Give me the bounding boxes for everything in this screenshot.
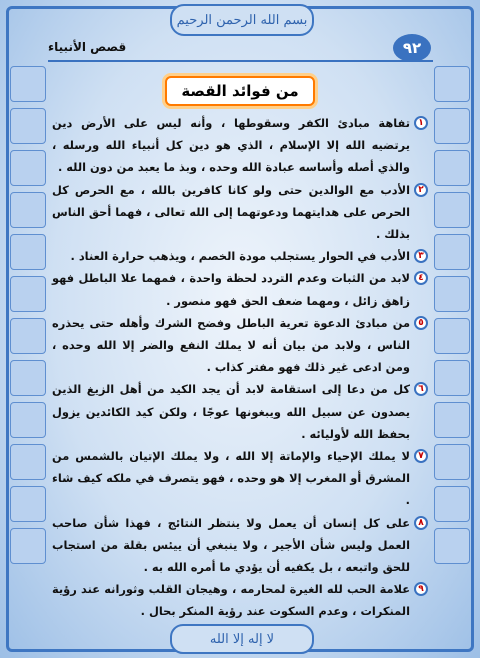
page-header xyxy=(48,40,433,60)
content-list xyxy=(52,112,428,623)
item-text: الأدب في الحوار يستجلب مودة الخصم ، ويذهب حرارة العناد . xyxy=(70,249,410,264)
page-number: ٩٢ xyxy=(393,34,431,62)
item-number-badge: ٩ xyxy=(414,582,428,596)
ornament-tile xyxy=(10,192,46,228)
ornament-tile xyxy=(434,444,470,480)
ornament-tile xyxy=(434,318,470,354)
item-text: تفاهة مبادئ الكفر وسقوطها ، وأنه ليس على الأرض دين يرتضيه الله إلا الإسلام ، الذي هو دين كل أنبياء الله ورسله ، والذي أصله وأساسه عبادة الله وحده ، وبذ ما يعبد من دون الله . xyxy=(52,116,410,175)
bottom-banner-text: لا إله إلا الله xyxy=(209,631,275,647)
section-title: من فوائد القصة xyxy=(181,82,299,100)
item-number-badge: ٨ xyxy=(414,516,428,530)
ornament-tile xyxy=(10,360,46,396)
ornament-tile xyxy=(434,192,470,228)
item-number-badge: ٤ xyxy=(414,271,428,285)
ornament-tile xyxy=(10,486,46,522)
right-ornament-column xyxy=(432,60,472,620)
ornament-tile xyxy=(10,444,46,480)
item-text: لا يملك الإحياء والإماتة إلا الله ، ولا يملك الإتيان بالشمس من المشرق أو المغرب إلا هو وحده ، فهو يتصرف في ملكه كيف شاء . xyxy=(52,449,410,508)
ornament-tile xyxy=(434,108,470,144)
top-banner-text: بسم الله الرحمن الرحيم xyxy=(176,12,308,28)
ornament-tile xyxy=(10,276,46,312)
item-text: علامة الحب لله الغيرة لمحارمه ، وهيجان القلب وثورانه عند رؤية المنكرات ، وعدم السكوت عند رؤية المنكر بحال . xyxy=(52,582,410,619)
ornament-tile xyxy=(434,66,470,102)
list-item xyxy=(52,312,428,379)
list-item xyxy=(52,179,428,246)
item-number-badge: ٢ xyxy=(414,183,428,197)
item-number-badge: ١ xyxy=(414,116,428,130)
list-item xyxy=(52,267,428,311)
list-item xyxy=(52,512,428,579)
ornament-tile xyxy=(10,318,46,354)
item-number-badge: ٣ xyxy=(414,249,428,263)
item-text: من مبادئ الدعوة تعرية الباطل وفضح الشرك وأهله حتى يحذره الناس ، ولابد من بيان أنه لا يملك النفع والضر إلا الله وحده ، ومن ادعى غير ذلك فهو مفتر كذاب . xyxy=(52,315,410,375)
ornament-tile xyxy=(10,150,46,186)
list-item xyxy=(52,578,428,622)
book-title: قصص الأنبياء xyxy=(48,40,127,54)
header-divider xyxy=(48,60,433,62)
left-ornament-column xyxy=(8,60,48,620)
ornament-tile xyxy=(434,402,470,438)
list-item xyxy=(52,445,428,512)
ornament-tile xyxy=(434,486,470,522)
item-text: على كل إنسان أن يعمل ولا ينتظر النتائج ، فهذا شأن صاحب العمل وليس شأن الأجير ، ولا ينبغي أن ييئس بقلة من استجاب للحق واتبعه ، بل يكفيه أن يؤدي ما أمره الله به . xyxy=(52,515,410,575)
ornament-tile xyxy=(10,402,46,438)
item-text: كل من دعا إلى استقامة لابد أن يجد الكيد من أهل الزيغ الذين يصدون عن سبيل الله ويبغونها عوجًا ، ولكن كيد الكائدين يزول بحفظ الله لأوليائه . xyxy=(52,382,410,441)
item-text: الأدب مع الوالدين حتى ولو كانا كافرين بالله ، مع الحرص كل الحرص على هدايتهما ودعوتهما إلى الله تعالى ، فهما أحق الناس بذلك . xyxy=(52,182,410,242)
list-item xyxy=(52,378,428,445)
top-calligraphy-banner xyxy=(170,4,314,36)
ornament-tile xyxy=(434,234,470,270)
bottom-calligraphy-banner xyxy=(170,624,314,654)
ornament-tile xyxy=(434,276,470,312)
ornament-tile xyxy=(10,66,46,102)
ornament-tile xyxy=(434,528,470,564)
item-number-badge: ٧ xyxy=(414,449,428,463)
item-number-badge: ٥ xyxy=(414,316,428,330)
ornament-tile xyxy=(10,234,46,270)
ornament-tile xyxy=(434,360,470,396)
list-item xyxy=(52,245,428,267)
ornament-tile xyxy=(10,108,46,144)
item-number-badge: ٦ xyxy=(414,382,428,396)
section-title-box xyxy=(165,76,315,106)
ornament-tile xyxy=(10,528,46,564)
item-text: لابد من الثبات وعدم التردد لحظة واحدة ، فمهما علا الباطل فهو زاهق زائل ، ومهما ضعف الحق فهو منصور . xyxy=(52,271,410,308)
list-item xyxy=(52,112,428,179)
ornament-tile xyxy=(434,150,470,186)
